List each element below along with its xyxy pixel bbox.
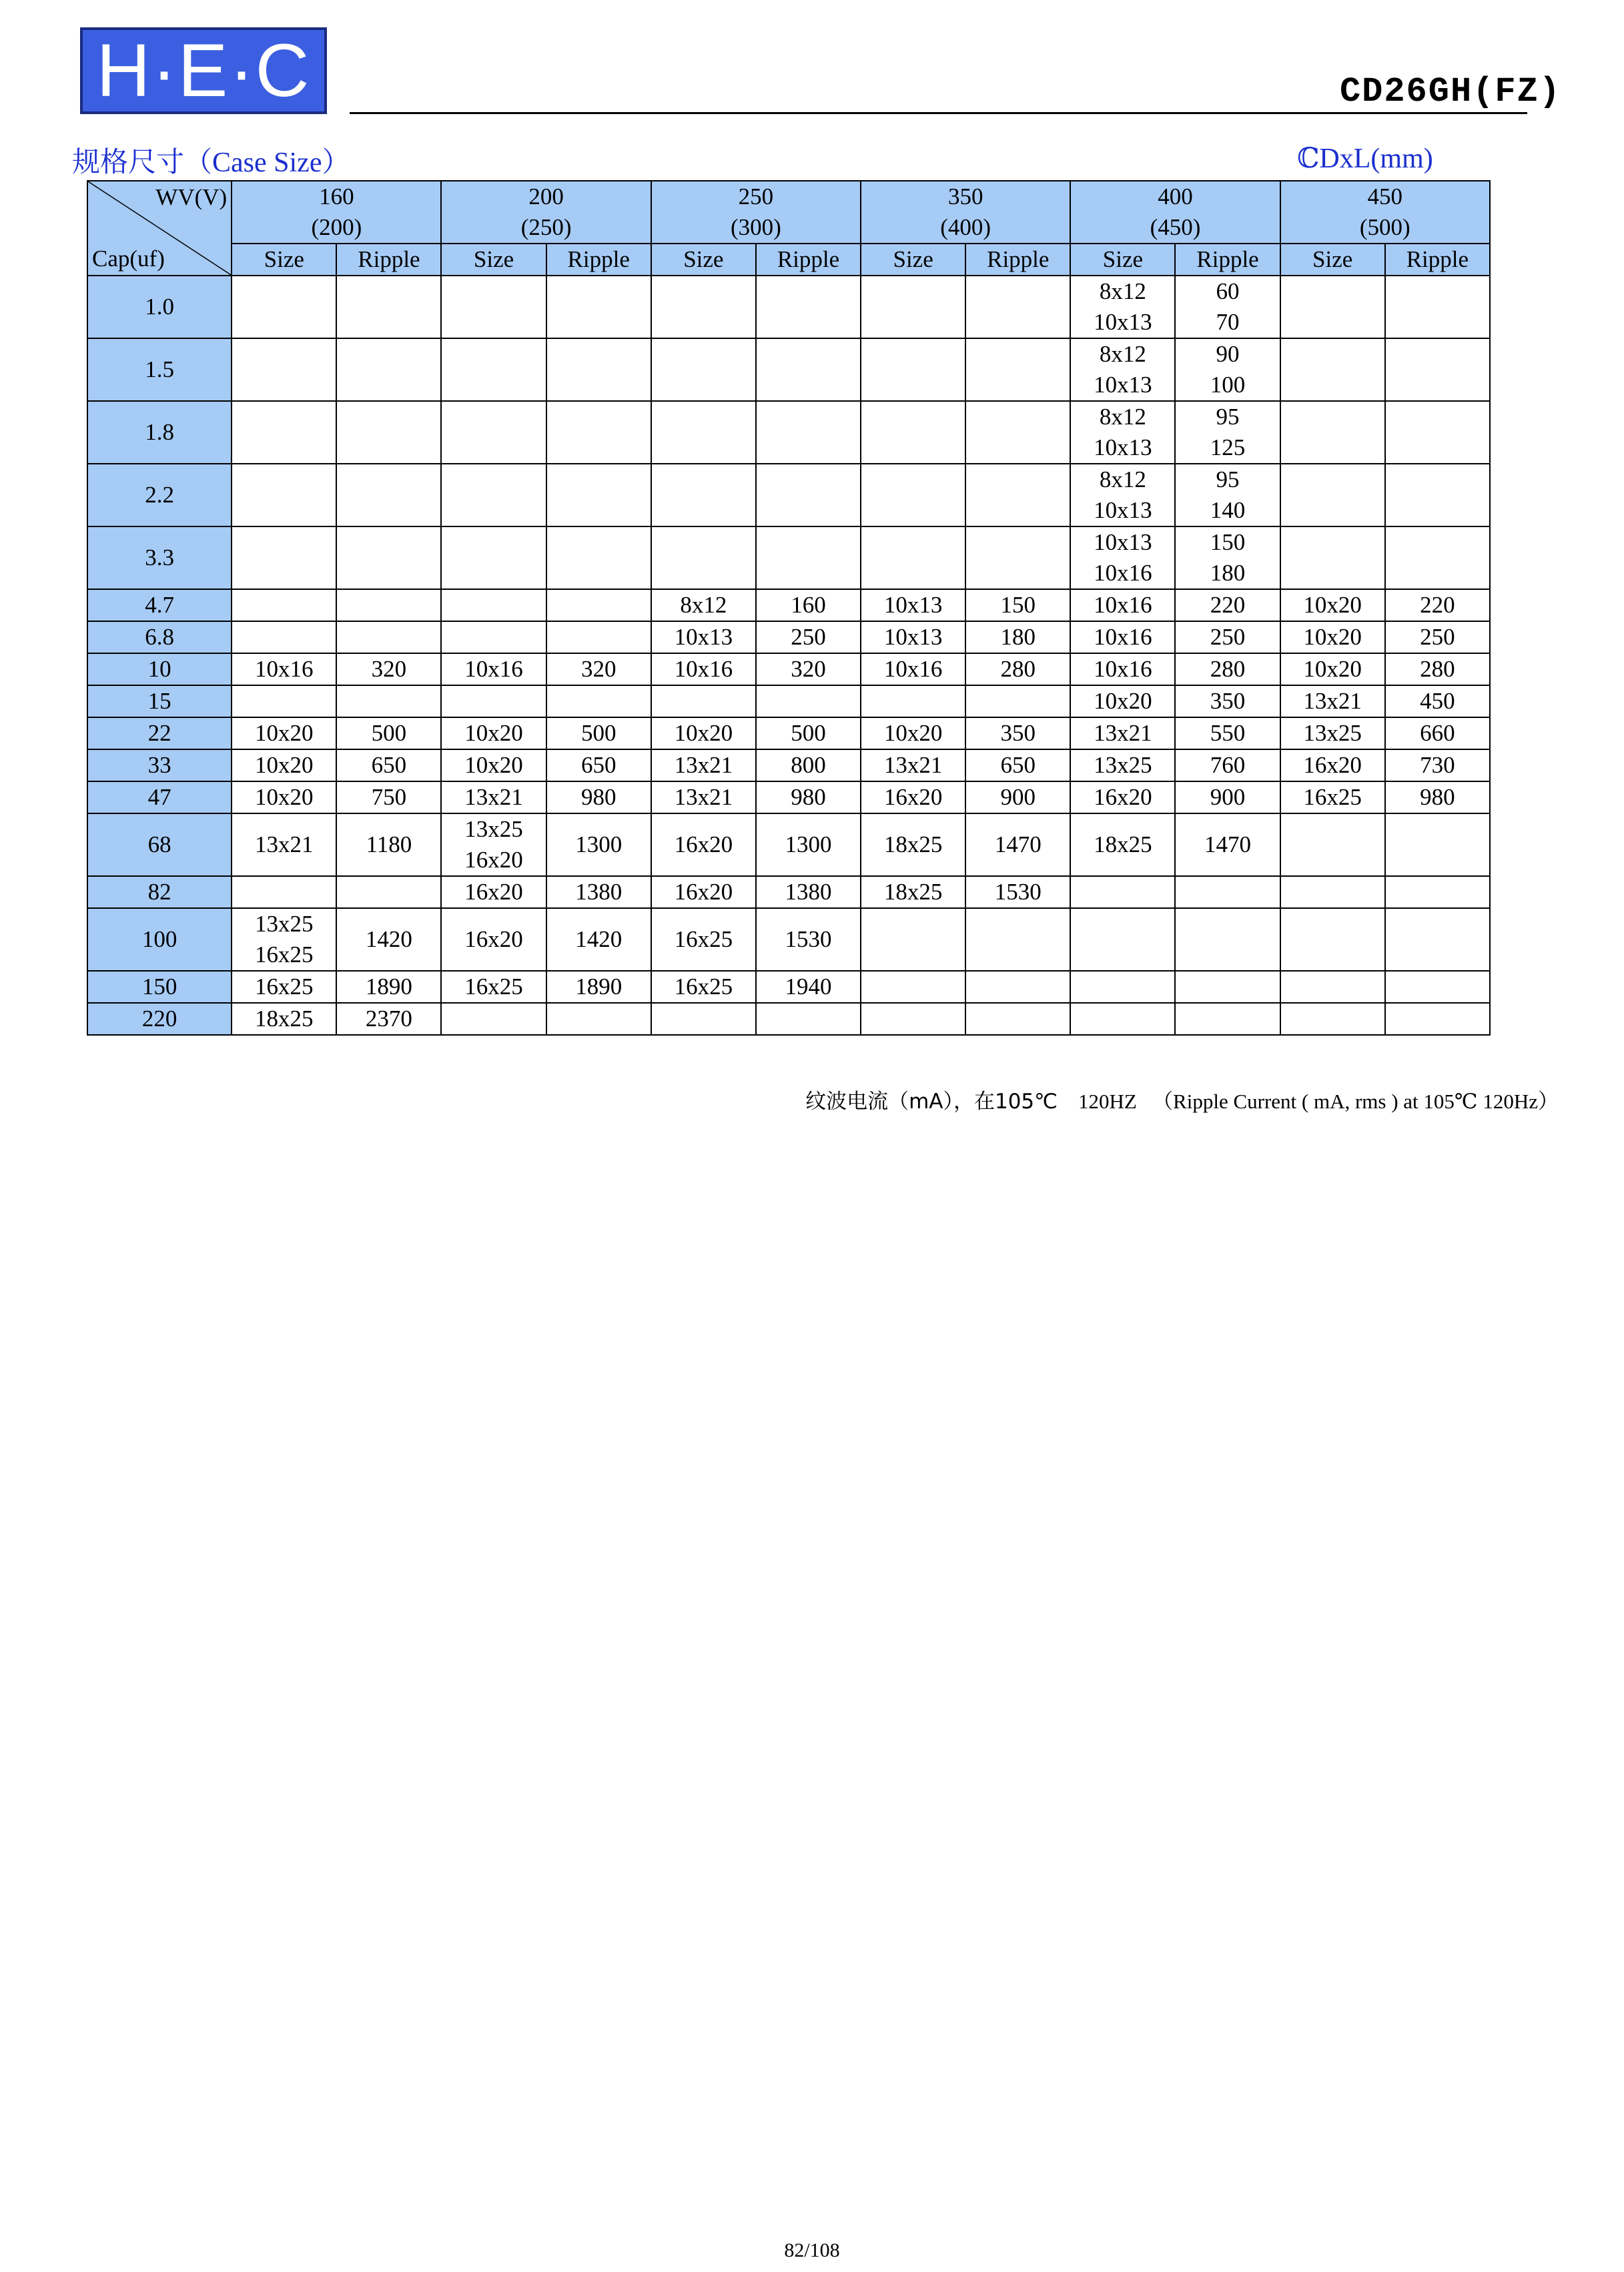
ripple-cell [546,338,651,401]
ripple-cell: 980 [546,781,651,813]
size-cell: 8x12 10x13 [1070,338,1175,401]
size-cell [861,338,965,401]
ripple-cell: 2370 [336,1003,441,1035]
size-cell: 10x13 [861,621,965,653]
size-cell: 8x12 [651,589,756,621]
size-cell [1280,1003,1385,1035]
size-cell: 10x20 [861,717,965,749]
size-cell [861,971,965,1003]
size-cell [1280,971,1385,1003]
size-cell [441,621,546,653]
voltage-surge: (500) [1359,214,1410,240]
dimension-unit: ℂDxL(mm) [1297,143,1433,174]
size-cell: 18x25 [861,813,965,876]
ripple-cell: 900 [965,781,1070,813]
size-cell: 10x13 [861,589,965,621]
ripple-cell: 350 [1175,685,1280,717]
ripple-cell: 280 [1175,653,1280,685]
capacitance-cell: 150 [87,971,232,1003]
ripple-cell [756,338,861,401]
size-cell: 8x12 10x13 [1070,401,1175,464]
capacitance-cell: 47 [87,781,232,813]
size-cell: 16x25 [232,971,336,1003]
table-row [87,781,1490,813]
size-cell: 16x25 [651,971,756,1003]
ripple-cell: 650 [965,749,1070,781]
size-cell: 16x20 [651,876,756,908]
ripple-cell: 60 70 [1175,276,1280,338]
size-cell [1280,908,1385,971]
table-row [87,464,1490,526]
ripple-cell: 730 [1385,749,1490,781]
size-cell: 13x21 [232,813,336,876]
size-column-header: Size [441,244,546,276]
size-cell [232,276,336,338]
size-cell: 13x25 16x25 [232,908,336,971]
size-cell: 16x25 [1280,781,1385,813]
ripple-cell [965,526,1070,589]
table-row [87,589,1490,621]
ripple-cell: 150 [965,589,1070,621]
size-cell [1280,813,1385,876]
size-cell [441,1003,546,1035]
voltage-header [651,181,861,244]
size-cell [651,276,756,338]
size-cell [861,1003,965,1035]
ripple-cell: 660 [1385,717,1490,749]
size-cell: 10x16 [441,653,546,685]
size-cell [441,276,546,338]
ripple-cell [756,401,861,464]
ripple-cell [546,526,651,589]
ripple-cell [546,621,651,653]
ripple-cell [965,464,1070,526]
ripple-cell [1385,276,1490,338]
ripple-cell [756,526,861,589]
ripple-note [805,1084,1559,1114]
size-cell: 10x13 [651,621,756,653]
capacitance-cell: 100 [87,908,232,971]
ripple-cell [965,685,1070,717]
ripple-cell [1385,464,1490,526]
ripple-cell [965,338,1070,401]
capacitance-cell: 1.8 [87,401,232,464]
ripple-column-header: Ripple [1385,244,1490,276]
size-cell [441,464,546,526]
table-row [87,813,1490,876]
size-cell [232,621,336,653]
size-cell: 10x20 [441,749,546,781]
size-cell [232,685,336,717]
ripple-note-zh: 纹波电流（mA），在105℃ [805,1090,1058,1114]
size-cell [1280,401,1385,464]
size-cell [441,685,546,717]
size-cell [1280,338,1385,401]
size-cell: 13x25 [1280,717,1385,749]
voltage-surge: (250) [520,214,572,240]
size-cell: 13x21 [651,749,756,781]
ripple-cell: 1890 [336,971,441,1003]
ripple-cell [756,1003,861,1035]
size-cell: 10x20 [441,717,546,749]
table-row [87,401,1490,464]
ripple-cell: 1420 [546,908,651,971]
voltage-wv: 400 [1158,183,1193,210]
size-cell: 10x16 [651,653,756,685]
ripple-cell: 95 140 [1175,464,1280,526]
ripple-column-header: Ripple [756,244,861,276]
capacitance-cell: 33 [87,749,232,781]
capacitance-cell: 3.3 [87,526,232,589]
ripple-cell [1385,338,1490,401]
ripple-cell [336,464,441,526]
section-title-en: （Case Size） [184,147,350,178]
voltage-wv: 350 [947,183,983,210]
ripple-cell: 1470 [1175,813,1280,876]
voltage-wv: 160 [319,183,354,210]
ripple-cell [336,401,441,464]
ripple-cell [965,908,1070,971]
ripple-cell: 760 [1175,749,1280,781]
capacitance-cell: 4.7 [87,589,232,621]
page-number: 82/108 [784,2239,840,2261]
ripple-cell: 320 [546,653,651,685]
ripple-column-header: Ripple [336,244,441,276]
size-cell [441,526,546,589]
size-cell [1070,971,1175,1003]
capacitance-cell: 1.5 [87,338,232,401]
ripple-cell: 280 [1385,653,1490,685]
ripple-cell: 980 [1385,781,1490,813]
ripple-cell [546,276,651,338]
ripple-cell: 280 [965,653,1070,685]
size-cell [1280,464,1385,526]
corner-wv-label: WV(V) [155,184,228,210]
ripple-cell: 1940 [756,971,861,1003]
size-cell [861,685,965,717]
size-cell [441,338,546,401]
ripple-cell [1385,876,1490,908]
ripple-cell [546,401,651,464]
size-cell: 16x20 [441,908,546,971]
size-cell [651,1003,756,1035]
size-cell [232,589,336,621]
size-column-header: Size [1070,244,1175,276]
ripple-cell [1385,1003,1490,1035]
corner-cap-label: Cap(uf) [92,246,165,272]
size-cell: 18x25 [1070,813,1175,876]
ripple-cell: 95 125 [1175,401,1280,464]
ripple-cell [336,685,441,717]
capacitance-cell: 220 [87,1003,232,1035]
ripple-cell [1385,526,1490,589]
ripple-cell [1385,813,1490,876]
ripple-cell: 160 [756,589,861,621]
size-cell: 16x20 [441,876,546,908]
ripple-cell: 250 [1385,621,1490,653]
ripple-cell: 150 180 [1175,526,1280,589]
size-cell [861,908,965,971]
size-cell: 13x21 [651,781,756,813]
size-cell: 13x21 [1280,685,1385,717]
size-cell: 10x20 [651,717,756,749]
section-title-zh: 规格尺寸 [72,145,185,178]
voltage-header [441,181,651,244]
ripple-cell: 90 100 [1175,338,1280,401]
ripple-cell: 1300 [756,813,861,876]
size-cell: 18x25 [861,876,965,908]
size-cell [861,526,965,589]
size-cell: 10x20 [1280,589,1385,621]
ripple-cell: 180 [965,621,1070,653]
size-cell: 8x12 10x13 [1070,276,1175,338]
ripple-cell: 450 [1385,685,1490,717]
hec-logo: H·E·C [80,27,327,114]
ripple-cell [546,1003,651,1035]
model-number: CD26GH(FZ) [1339,72,1561,111]
ripple-cell: 1380 [546,876,651,908]
capacitance-cell: 6.8 [87,621,232,653]
ripple-cell [546,685,651,717]
voltage-surge: (200) [311,214,362,240]
voltage-surge: (400) [940,214,991,240]
size-cell [232,401,336,464]
ripple-cell [756,276,861,338]
ripple-cell [546,464,651,526]
size-cell: 10x20 [1280,653,1385,685]
table-row [87,908,1490,971]
capacitance-cell: 82 [87,876,232,908]
size-cell: 8x12 10x13 [1070,464,1175,526]
size-cell: 16x20 [651,813,756,876]
ripple-cell [1385,401,1490,464]
ripple-cell: 1180 [336,813,441,876]
size-cell: 10x16 [1070,621,1175,653]
size-cell: 10x13 10x16 [1070,526,1175,589]
ripple-cell: 500 [336,717,441,749]
size-cell [441,401,546,464]
size-cell [651,685,756,717]
size-cell [232,876,336,908]
size-cell [861,276,965,338]
size-cell: 10x20 [1070,685,1175,717]
table-row [87,1003,1490,1035]
voltage-header [861,181,1070,244]
size-cell: 10x16 [861,653,965,685]
table-row [87,876,1490,908]
voltage-surge: (450) [1150,214,1201,240]
ripple-cell: 320 [756,653,861,685]
size-cell: 16x20 [861,781,965,813]
size-cell: 13x25 [1070,749,1175,781]
ripple-cell: 650 [336,749,441,781]
capacitance-cell: 1.0 [87,276,232,338]
size-cell [1070,908,1175,971]
ripple-cell [965,276,1070,338]
size-cell: 18x25 [232,1003,336,1035]
capacitance-cell: 15 [87,685,232,717]
ripple-note-freq: 120HZ [1078,1090,1137,1113]
size-column-header: Size [651,244,756,276]
ripple-cell: 500 [756,717,861,749]
voltage-header [1070,181,1280,244]
table-row [87,749,1490,781]
ripple-cell: 800 [756,749,861,781]
ripple-cell: 1890 [546,971,651,1003]
ripple-cell: 900 [1175,781,1280,813]
ripple-cell [965,1003,1070,1035]
size-column-header: Size [232,244,336,276]
size-cell [861,464,965,526]
size-cell: 13x25 16x20 [441,813,546,876]
ripple-cell [1175,1003,1280,1035]
size-cell [651,526,756,589]
size-cell: 10x16 [1070,653,1175,685]
size-cell: 13x21 [1070,717,1175,749]
ripple-cell [1175,876,1280,908]
capacitance-cell: 10 [87,653,232,685]
size-cell [232,526,336,589]
size-cell [232,464,336,526]
size-cell [1070,1003,1175,1035]
size-cell [861,401,965,464]
ripple-cell: 250 [756,621,861,653]
voltage-header [232,181,441,244]
ripple-cell: 1530 [965,876,1070,908]
ripple-cell: 220 [1385,589,1490,621]
capacitance-cell: 2.2 [87,464,232,526]
ripple-cell [336,526,441,589]
size-column-header: Size [1280,244,1385,276]
ripple-cell [756,685,861,717]
ripple-cell: 980 [756,781,861,813]
ripple-cell [546,589,651,621]
size-cell: 10x20 [232,781,336,813]
size-column-header: Size [861,244,965,276]
size-cell: 10x16 [1070,589,1175,621]
case-size-table [87,180,1491,1036]
capacitance-cell: 22 [87,717,232,749]
ripple-cell: 500 [546,717,651,749]
size-cell [1280,276,1385,338]
ripple-cell [1175,908,1280,971]
ripple-cell [336,621,441,653]
size-cell: 10x20 [232,717,336,749]
size-cell: 13x21 [441,781,546,813]
ripple-cell [1385,908,1490,971]
ripple-cell [336,589,441,621]
size-cell [1280,526,1385,589]
ripple-cell [336,876,441,908]
size-cell [651,401,756,464]
size-cell: 16x20 [1070,781,1175,813]
voltage-wv: 200 [528,183,564,210]
ripple-column-header: Ripple [546,244,651,276]
size-cell: 10x20 [1280,621,1385,653]
section-title [72,140,350,180]
ripple-cell: 550 [1175,717,1280,749]
voltage-wv: 250 [738,183,774,210]
size-cell [441,589,546,621]
ripple-cell [965,971,1070,1003]
table-row [87,971,1490,1003]
table-row [87,717,1490,749]
ripple-cell: 1420 [336,908,441,971]
ripple-column-header: Ripple [965,244,1070,276]
ripple-cell [756,464,861,526]
ripple-cell [336,276,441,338]
ripple-column-header: Ripple [1175,244,1280,276]
ripple-cell: 750 [336,781,441,813]
ripple-cell: 220 [1175,589,1280,621]
ripple-cell: 1300 [546,813,651,876]
ripple-cell: 250 [1175,621,1280,653]
ripple-cell [1385,971,1490,1003]
voltage-wv: 450 [1367,183,1403,210]
size-cell [1280,876,1385,908]
size-cell: 13x21 [861,749,965,781]
size-cell [651,464,756,526]
voltage-header [1280,181,1490,244]
size-cell: 10x20 [232,749,336,781]
table-row [87,653,1490,685]
capacitance-cell: 68 [87,813,232,876]
ripple-cell: 350 [965,717,1070,749]
table-corner-header [87,181,232,276]
ripple-cell [1175,971,1280,1003]
table-row [87,526,1490,589]
size-cell: 16x25 [441,971,546,1003]
table-row [87,338,1490,401]
table-row [87,276,1490,338]
ripple-cell: 320 [336,653,441,685]
ripple-cell [965,401,1070,464]
size-cell: 16x25 [651,908,756,971]
ripple-note-en: （Ripple Current ( mA, rms ) at 105℃ 120Hz） [1152,1090,1559,1113]
ripple-cell: 1530 [756,908,861,971]
ripple-cell: 650 [546,749,651,781]
ripple-cell: 1470 [965,813,1070,876]
size-cell: 16x20 [1280,749,1385,781]
ripple-cell [336,338,441,401]
size-cell [1070,876,1175,908]
size-cell: 10x16 [232,653,336,685]
voltage-surge: (300) [731,214,781,240]
table-row [87,685,1490,717]
header-rule [350,112,1527,114]
size-cell [651,338,756,401]
size-cell [232,338,336,401]
table-row [87,621,1490,653]
ripple-cell: 1380 [756,876,861,908]
